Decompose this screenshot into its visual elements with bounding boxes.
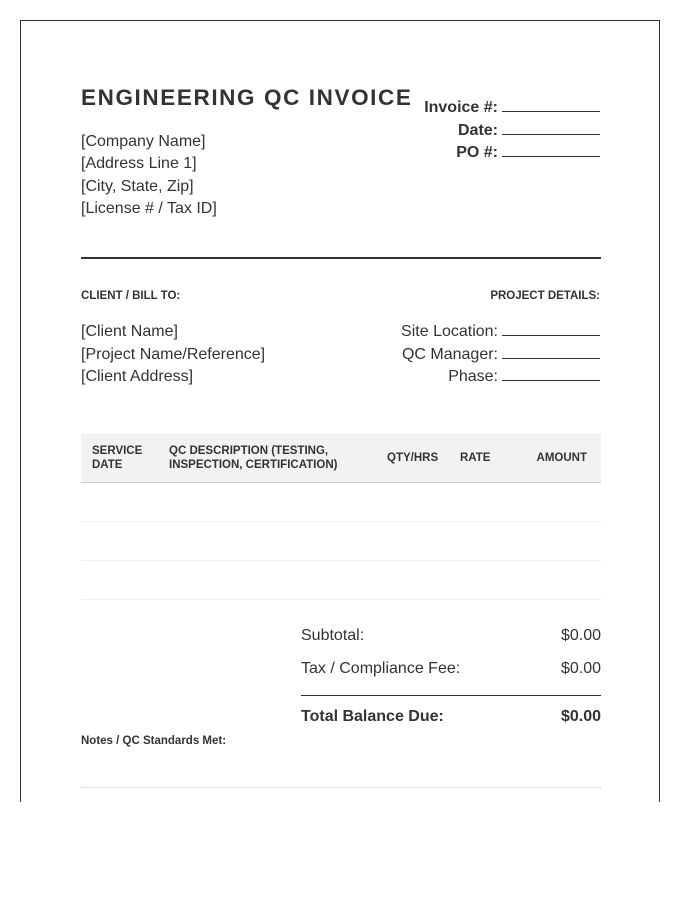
project-details — [401, 321, 600, 389]
company-name: [Company Name] — [81, 133, 206, 150]
invoice-date-label: Date: — [457, 121, 498, 139]
totals-divider — [301, 695, 601, 696]
total-due-row — [301, 708, 601, 726]
company-city: [City, State, Zip] — [81, 177, 194, 195]
client-info — [81, 321, 265, 389]
notes-field[interactable] — [81, 787, 601, 788]
header-amount: AMOUNT — [536, 452, 587, 464]
table-row[interactable] — [81, 561, 601, 600]
site-location-row — [401, 321, 600, 344]
header-qty: QTY/HRS — [387, 452, 439, 464]
invoice-date-row — [424, 120, 600, 143]
header-divider — [81, 257, 601, 259]
table-row[interactable] — [81, 483, 601, 522]
qc-manager-row — [401, 344, 600, 367]
table-row[interactable] — [81, 522, 601, 561]
subtotal-value: $0.00 — [560, 627, 601, 644]
table-header — [81, 434, 601, 483]
phase-field[interactable] — [502, 366, 600, 381]
tax-row — [301, 660, 601, 678]
tax-label: Tax / Compliance Fee: — [301, 660, 461, 677]
notes-label: Notes / QC Standards Met: — [81, 735, 227, 747]
project-section-label: PROJECT DETAILS: — [490, 290, 600, 302]
phase-row — [401, 366, 600, 389]
invoice-number-label: Invoice #: — [424, 99, 498, 116]
client-project: [Project Name/Reference] — [81, 345, 266, 363]
po-number-row — [424, 142, 600, 165]
invoice-date-field[interactable] — [502, 120, 600, 135]
subtotal-row — [301, 627, 601, 645]
company-info — [81, 131, 217, 220]
header-service-date: SERVICE DATE — [92, 445, 143, 471]
client-address: [Client Address] — [81, 368, 194, 385]
services-table — [81, 434, 601, 600]
total-due-value: $0.00 — [560, 708, 601, 725]
invoice-number-field[interactable] — [502, 97, 600, 112]
header-rate: RATE — [460, 452, 491, 464]
client-section-label: CLIENT / BILL TO: — [81, 290, 181, 302]
qc-manager-label: QC Manager: — [401, 345, 498, 363]
header-description: QC DESCRIPTION (TESTING, INSPECTION, CERTIFICATION) — [169, 445, 338, 471]
site-location-label: Site Location: — [401, 323, 498, 340]
client-name: [Client Name] — [81, 323, 178, 340]
total-due-label: Total Balance Due: — [301, 708, 444, 725]
qc-manager-field[interactable] — [502, 344, 600, 359]
invoice-title: ENGINEERING QC INVOICE — [81, 85, 413, 110]
po-number-field[interactable] — [502, 142, 600, 157]
po-number-label: PO #: — [456, 144, 498, 161]
site-location-field[interactable] — [502, 321, 600, 336]
invoice-page — [20, 20, 660, 802]
tax-value: $0.00 — [560, 660, 601, 677]
company-license: [License # / Tax ID] — [81, 199, 217, 217]
invoice-meta — [424, 97, 600, 165]
company-address: [Address Line 1] — [81, 155, 197, 173]
invoice-number-row — [424, 97, 600, 120]
subtotal-label: Subtotal: — [301, 627, 365, 644]
phase-label: Phase: — [448, 368, 498, 385]
